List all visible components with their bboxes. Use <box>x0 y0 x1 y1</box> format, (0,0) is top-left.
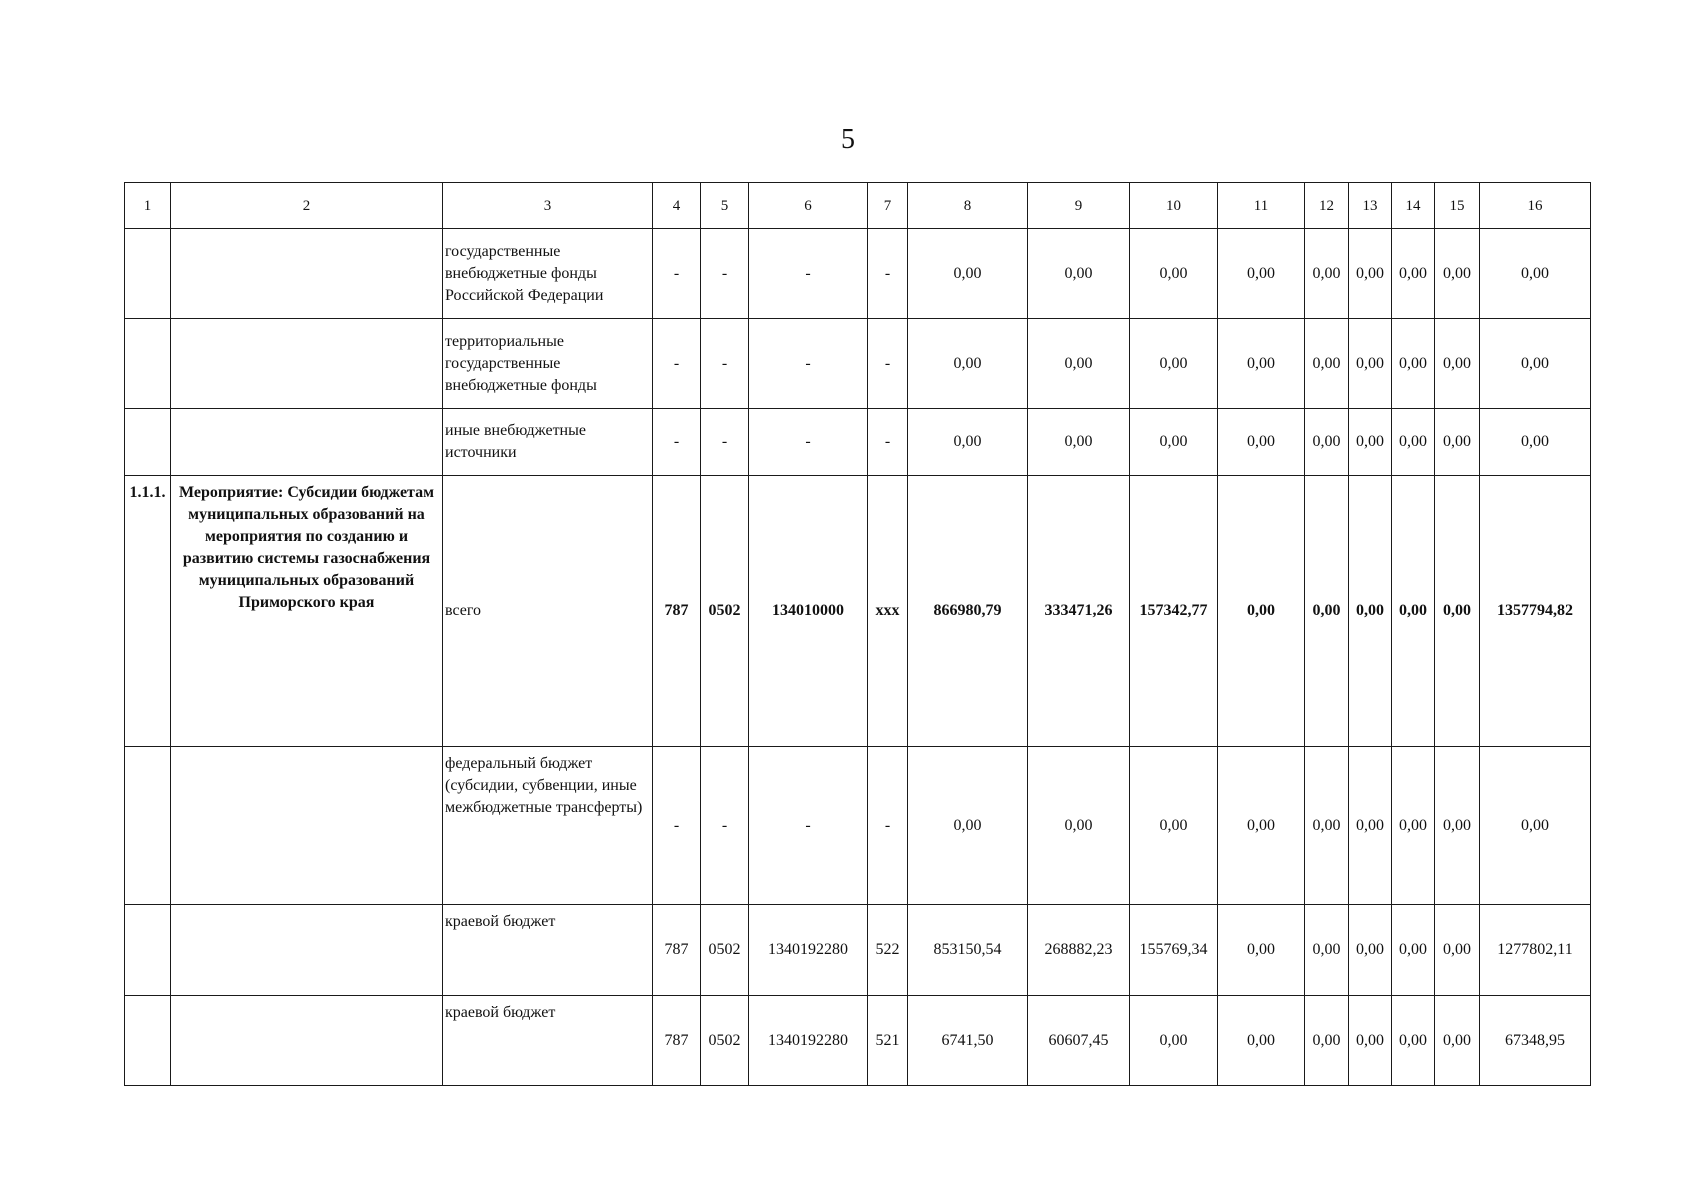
value-cell: 0,00 <box>1435 229 1480 319</box>
value-cell: 0,00 <box>908 229 1028 319</box>
value-cell: 0,00 <box>1130 747 1218 905</box>
value-cell: 0,00 <box>1218 747 1305 905</box>
value-cell: 0,00 <box>1435 747 1480 905</box>
value-cell: 0,00 <box>1435 476 1480 747</box>
value-cell: 268882,23 <box>1028 905 1130 996</box>
measure-name: Мероприятие: Субсидии бюджетам муниципальных образований на мероприятия по созданию и развитию системы газоснабжения муниципальных образований Приморского края <box>171 476 443 747</box>
value-cell: - <box>868 747 908 905</box>
page-number: 5 <box>841 124 855 155</box>
funding-source: краевой бюджет <box>443 996 653 1086</box>
value-cell: 522 <box>868 905 908 996</box>
value-cell: - <box>701 409 749 476</box>
row-number <box>125 409 171 476</box>
value-cell: - <box>701 747 749 905</box>
value-cell: 0,00 <box>1392 409 1435 476</box>
header-cell: 14 <box>1392 183 1435 229</box>
value-cell: 0,00 <box>1305 409 1349 476</box>
table-row-measure <box>125 476 1591 747</box>
row-number: 1.1.1. <box>125 476 171 747</box>
value-cell: 0,00 <box>1130 996 1218 1086</box>
row-number <box>125 996 171 1086</box>
value-cell: 0,00 <box>1349 747 1392 905</box>
header-cell: 6 <box>749 183 868 229</box>
measure-name <box>171 409 443 476</box>
value-cell: 0502 <box>701 476 749 747</box>
header-cell: 3 <box>443 183 653 229</box>
value-cell: 0,00 <box>1218 319 1305 409</box>
value-cell: 157342,77 <box>1130 476 1218 747</box>
value-cell: 1340192280 <box>749 905 868 996</box>
value-cell: 787 <box>653 996 701 1086</box>
value-cell: 0,00 <box>1392 996 1435 1086</box>
value-cell: 866980,79 <box>908 476 1028 747</box>
value-cell: 155769,34 <box>1130 905 1218 996</box>
value-cell: 0,00 <box>1218 996 1305 1086</box>
table-row <box>125 319 1591 409</box>
funding-source: краевой бюджет <box>443 905 653 996</box>
value-cell: 60607,45 <box>1028 996 1130 1086</box>
value-cell: 787 <box>653 476 701 747</box>
funding-source: территориальные государственные внебюджетные фонды <box>443 319 653 409</box>
value-cell: - <box>749 747 868 905</box>
value-cell: 0,00 <box>908 319 1028 409</box>
value-cell: 0,00 <box>1130 319 1218 409</box>
row-number <box>125 747 171 905</box>
value-cell: 0,00 <box>1028 319 1130 409</box>
table-row <box>125 905 1591 996</box>
funding-source: всего <box>443 476 653 747</box>
table-header-row <box>125 183 1591 229</box>
value-cell: - <box>749 229 868 319</box>
value-cell: 0502 <box>701 996 749 1086</box>
value-cell: 0,00 <box>1218 905 1305 996</box>
header-cell: 4 <box>653 183 701 229</box>
table-row <box>125 409 1591 476</box>
header-cell: 1 <box>125 183 171 229</box>
value-cell: 0,00 <box>1392 747 1435 905</box>
value-cell: 0,00 <box>1305 747 1349 905</box>
value-cell: 0,00 <box>1435 409 1480 476</box>
table-row <box>125 747 1591 905</box>
value-cell: 0,00 <box>1480 747 1591 905</box>
header-cell: 12 <box>1305 183 1349 229</box>
value-cell: 0,00 <box>1218 229 1305 319</box>
value-cell: 333471,26 <box>1028 476 1130 747</box>
value-cell: - <box>868 319 908 409</box>
value-cell: 0,00 <box>1028 409 1130 476</box>
measure-name <box>171 996 443 1086</box>
value-cell: 0502 <box>701 905 749 996</box>
value-cell: 0,00 <box>908 747 1028 905</box>
header-cell: 9 <box>1028 183 1130 229</box>
value-cell: 1277802,11 <box>1480 905 1591 996</box>
budget-table <box>124 182 1591 1086</box>
value-cell: - <box>701 319 749 409</box>
value-cell: 787 <box>653 905 701 996</box>
value-cell: 0,00 <box>1392 905 1435 996</box>
value-cell: 0,00 <box>1130 409 1218 476</box>
value-cell: 0,00 <box>1349 905 1392 996</box>
value-cell: 0,00 <box>1480 319 1591 409</box>
row-number <box>125 229 171 319</box>
header-cell: 15 <box>1435 183 1480 229</box>
table-row <box>125 229 1591 319</box>
value-cell: 0,00 <box>1392 319 1435 409</box>
value-cell: 0,00 <box>1218 409 1305 476</box>
value-cell: - <box>653 747 701 905</box>
value-cell: 134010000 <box>749 476 868 747</box>
value-cell: - <box>653 319 701 409</box>
value-cell: 67348,95 <box>1480 996 1591 1086</box>
value-cell: 0,00 <box>1480 409 1591 476</box>
measure-name <box>171 229 443 319</box>
value-cell: 0,00 <box>1028 229 1130 319</box>
value-cell: 1357794,82 <box>1480 476 1591 747</box>
value-cell: - <box>701 229 749 319</box>
value-cell: 0,00 <box>1349 319 1392 409</box>
value-cell: 853150,54 <box>908 905 1028 996</box>
header-cell: 8 <box>908 183 1028 229</box>
value-cell: - <box>868 229 908 319</box>
value-cell: 0,00 <box>1480 229 1591 319</box>
value-cell: 1340192280 <box>749 996 868 1086</box>
value-cell: 0,00 <box>1349 229 1392 319</box>
header-cell: 5 <box>701 183 749 229</box>
table-row <box>125 996 1591 1086</box>
value-cell: 0,00 <box>1130 229 1218 319</box>
value-cell: - <box>749 409 868 476</box>
value-cell: 0,00 <box>1305 905 1349 996</box>
value-cell: 0,00 <box>1349 476 1392 747</box>
value-cell: 0,00 <box>1305 229 1349 319</box>
row-number <box>125 319 171 409</box>
measure-name <box>171 319 443 409</box>
value-cell: 0,00 <box>1392 229 1435 319</box>
row-number <box>125 905 171 996</box>
value-cell: 0,00 <box>908 409 1028 476</box>
value-cell: 0,00 <box>1349 996 1392 1086</box>
value-cell: 0,00 <box>1028 747 1130 905</box>
header-cell: 10 <box>1130 183 1218 229</box>
value-cell: 0,00 <box>1392 476 1435 747</box>
value-cell: 0,00 <box>1435 996 1480 1086</box>
funding-source: иные внебюджетные источники <box>443 409 653 476</box>
value-cell: - <box>653 229 701 319</box>
header-cell: 2 <box>171 183 443 229</box>
value-cell: 0,00 <box>1305 996 1349 1086</box>
value-cell: 6741,50 <box>908 996 1028 1086</box>
funding-source: государственные внебюджетные фонды Российской Федерации <box>443 229 653 319</box>
value-cell: - <box>653 409 701 476</box>
value-cell: 521 <box>868 996 908 1086</box>
value-cell: 0,00 <box>1218 476 1305 747</box>
value-cell: - <box>749 319 868 409</box>
value-cell: 0,00 <box>1305 319 1349 409</box>
header-cell: 13 <box>1349 183 1392 229</box>
value-cell: 0,00 <box>1435 319 1480 409</box>
value-cell: 0,00 <box>1349 409 1392 476</box>
value-cell: 0,00 <box>1435 905 1480 996</box>
measure-name <box>171 905 443 996</box>
funding-source: федеральный бюджет (субсидии, субвенции, иные межбюджетные трансферты) <box>443 747 653 905</box>
measure-name <box>171 747 443 905</box>
header-cell: 11 <box>1218 183 1305 229</box>
header-cell: 7 <box>868 183 908 229</box>
header-cell: 16 <box>1480 183 1591 229</box>
value-cell: - <box>868 409 908 476</box>
value-cell: ххх <box>868 476 908 747</box>
value-cell: 0,00 <box>1305 476 1349 747</box>
